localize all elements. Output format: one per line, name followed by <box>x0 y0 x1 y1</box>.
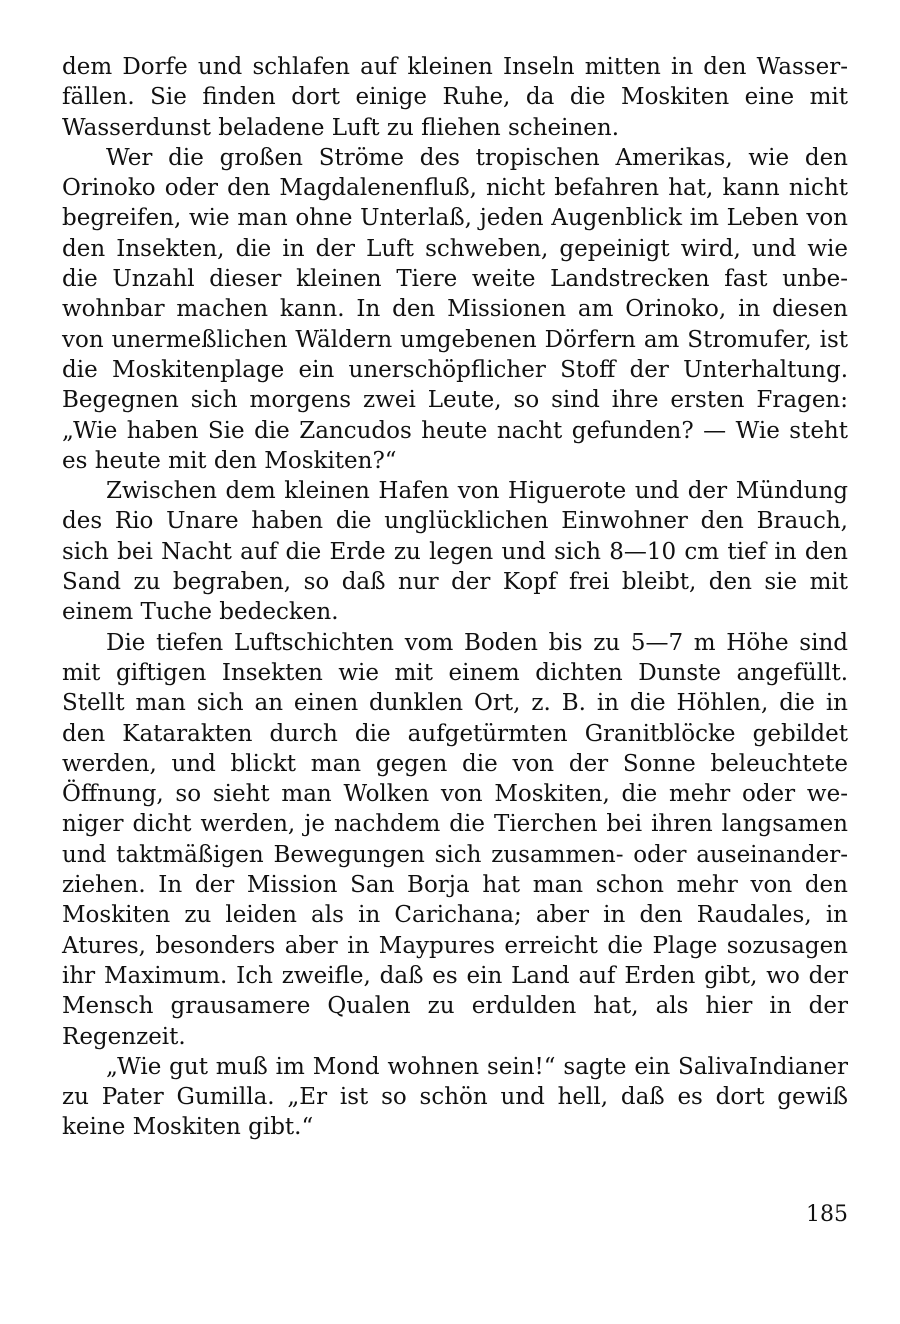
paragraph-5: „Wie gut muß im Mond wohnen sein!“ sagte ein SalivaIndianer zu Pater Gumilla. „Er ist so schön und hell, daß es dort gewiß keine Moskiten gibt.“ <box>62 1053 848 1141</box>
paragraph-2: Wer die großen Ströme des tropischen Amerikas, wie den Orinoko oder den Magdalenenfluß, nicht befahren hat, kann nicht begreifen, wie man ohne Unterlaß, jeden Augenblick im Leben von den Insekten, die in der Luft schweben, gepeinigt wird, und wie die Unzahl dieser kleinen Tiere weite Landstrecken fast unbewohnbar machen kann. In den Missionen am Orinoko, in diesen von unermeßlichen Wäldern umgebenen Dörfern am Stromufer, ist die Moskitenplage ein unerschöpflicher Stoff der Unterhaltung. Begegnen sich morgens zwei Leute, so sind ihre ersten Fragen: „Wie haben Sie die Zancudos heute nacht gefunden? — Wie steht es heute mit den Moskiten?“ <box>62 144 848 474</box>
paragraph-4: Die tiefen Luftschichten vom Boden bis zu 5—7 m Höhe sind mit giftigen Insekten wie mit einem dichten Dunste angefüllt. Stellt man sich an einen dunklen Ort, z. B. in die Höhlen, die in den Katarakten durch die aufgetürmten Granitblöcke gebildet werden, und blickt man gegen die von der Sonne beleuchtete Öffnung, so sieht man Wolken von Moskiten, die mehr oder weniger dicht werden, je nachdem die Tierchen bei ihren langsamen und taktmäßigen Bewegungen sich zusammen- oder auseinanderziehen. In der Mission San Borja hat man schon mehr von den Moskiten zu leiden als in Carichana; aber in den Raudales, in Atures, besonders aber in Maypures erreicht die Plage sozusagen ihr Maximum. Ich zweifle, daß es ein Land auf Erden gibt, wo der Mensch grausamere Qualen zu erdulden hat, als hier in der Regenzeit. <box>62 629 848 1050</box>
paragraph-3: Zwischen dem kleinen Hafen von Higuerote und der Mündung des Rio Unare haben die unglücklichen Einwohner den Brauch, sich bei Nacht auf die Erde zu legen und sich 8—10 cm tief in den Sand zu begraben, so daß nur der Kopf frei bleibt, den sie mit einem Tuche bedecken. <box>62 478 848 626</box>
paragraph-1: dem Dorfe und schlafen auf kleinen Inseln mitten in den Wasserfällen. Sie finden dort einige Ruhe, da die Moskiten eine mit Wasserdunst beladene Luft zu fliehen scheinen. <box>62 54 848 141</box>
body-text <box>62 52 848 1143</box>
page-number: 185 <box>806 1202 848 1227</box>
